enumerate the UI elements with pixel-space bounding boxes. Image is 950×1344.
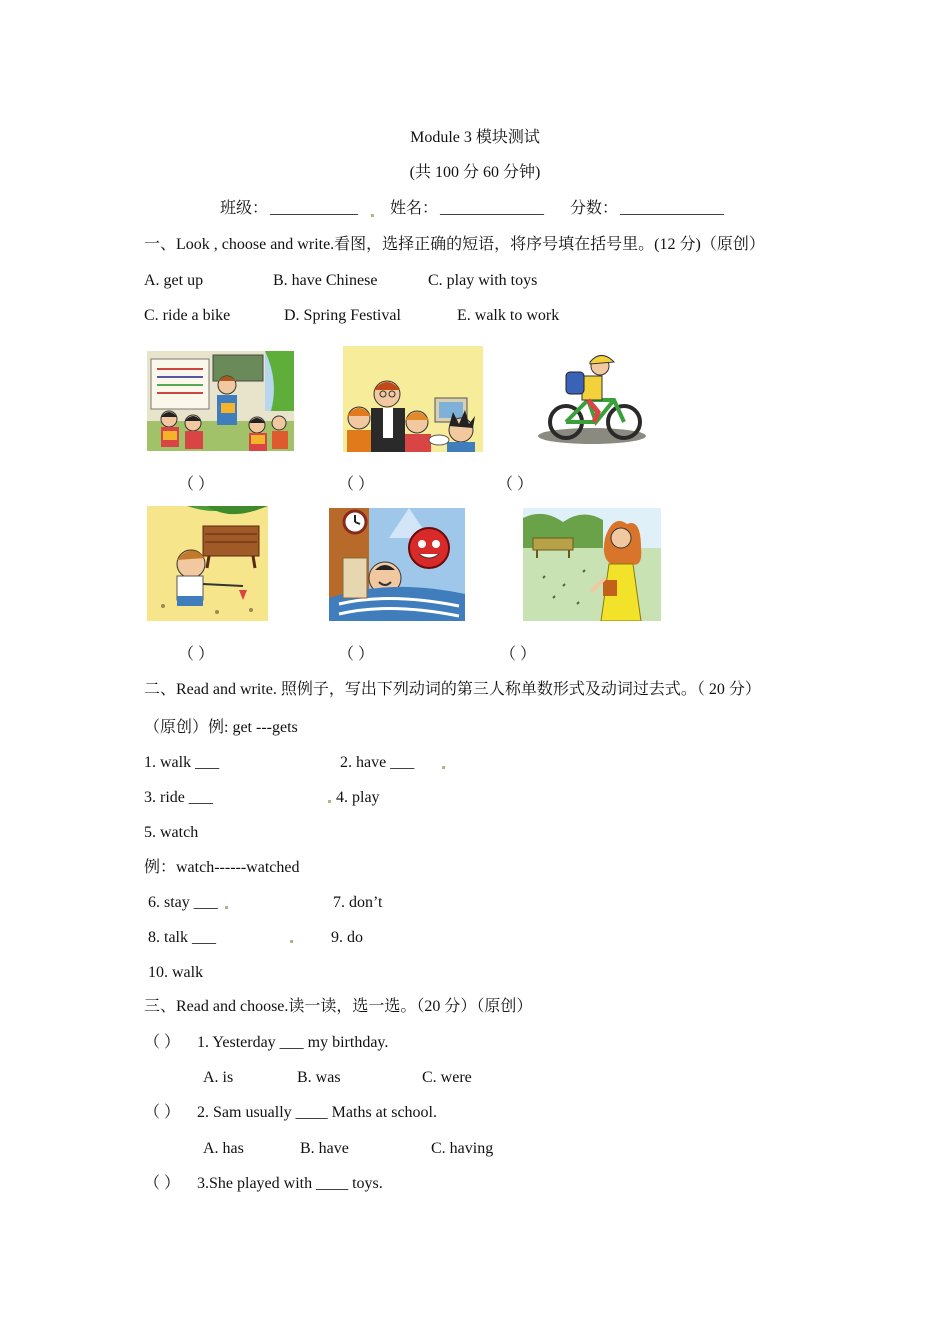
class-blank: ___________	[270, 200, 358, 217]
section2-heading: 二、Read and write. 照例子，写出下列动词的第三人称单数形式及动词过去式。（ 20 分）	[144, 681, 761, 698]
question-option: C. having	[431, 1140, 494, 1157]
picture-play-toys	[147, 506, 268, 621]
section1-heading: 一、Look , choose and write.看图，选择正确的短语，将序号填在括号里。(12 分)（原创）	[144, 236, 765, 253]
picture-family-festival	[343, 346, 483, 452]
section2-example-past: 例：watch------watched	[144, 859, 300, 876]
option: D. Spring Festival	[284, 307, 401, 324]
option: B. have Chinese	[273, 272, 378, 289]
question-option: A. is	[203, 1069, 234, 1086]
verb-item: 2. have ___	[340, 754, 415, 771]
speck	[328, 800, 331, 803]
verb-item: 6. stay ___	[148, 894, 218, 911]
question-bracket[interactable]: （ ）	[144, 1175, 181, 1192]
page-title: Module 3 模块测试	[410, 129, 540, 146]
answer-bracket[interactable]: （ ）	[338, 476, 375, 493]
name-blank: _____________	[440, 200, 544, 217]
speck	[371, 214, 374, 217]
question-option: C. were	[422, 1069, 472, 1086]
picture-get-up	[329, 508, 465, 621]
answer-bracket[interactable]: （ ）	[178, 476, 215, 493]
option: C. play with toys	[428, 272, 538, 289]
answer-bracket[interactable]: （ ）	[497, 476, 534, 493]
speck	[225, 906, 228, 909]
question-bracket[interactable]: （ ）	[144, 1104, 181, 1121]
score-blank: _____________	[620, 200, 724, 217]
score-label: 分数：	[570, 200, 619, 217]
picture-walk-to-work	[523, 508, 661, 621]
verb-item: 10. walk	[148, 964, 204, 981]
verb-item: 5. watch	[144, 824, 199, 841]
answer-bracket[interactable]: （ ）	[178, 646, 215, 663]
question-bracket[interactable]: （ ）	[144, 1034, 181, 1051]
option: C. ride a bike	[144, 307, 231, 324]
speck	[290, 940, 293, 943]
question-text: 2. Sam usually ____ Maths at school.	[197, 1104, 437, 1121]
verb-item: 7. don’t	[333, 894, 383, 911]
question-text: 3.She played with ____ toys.	[197, 1175, 383, 1192]
question-option: A. has	[203, 1140, 244, 1157]
name-label: 姓名：	[390, 200, 439, 217]
verb-item: 8. talk ___	[148, 929, 216, 946]
verb-item: 9. do	[331, 929, 363, 946]
answer-bracket[interactable]: （ ）	[500, 646, 537, 663]
option: E. walk to work	[457, 307, 560, 324]
question-option: B. was	[297, 1069, 341, 1086]
picture-ride-bike	[536, 350, 648, 446]
class-label: 班级：	[220, 200, 269, 217]
verb-item: 1. walk ___	[144, 754, 220, 771]
speck	[442, 766, 445, 769]
picture-classroom-reading	[147, 351, 294, 451]
question-option: B. have	[300, 1140, 349, 1157]
verb-item: 4. play	[336, 789, 380, 806]
question-text: 1. Yesterday ___ my birthday.	[197, 1034, 389, 1051]
option: A. get up	[144, 272, 204, 289]
answer-bracket[interactable]: （ ）	[338, 646, 375, 663]
section3-heading: 三、Read and choose.读一读，选一选。（20 分）（原创）	[144, 998, 533, 1015]
section2-example: （原创）例: get ---gets	[144, 719, 298, 736]
verb-item: 3. ride ___	[144, 789, 213, 806]
page-subtitle: (共 100 分 60 分钟)	[409, 164, 541, 181]
